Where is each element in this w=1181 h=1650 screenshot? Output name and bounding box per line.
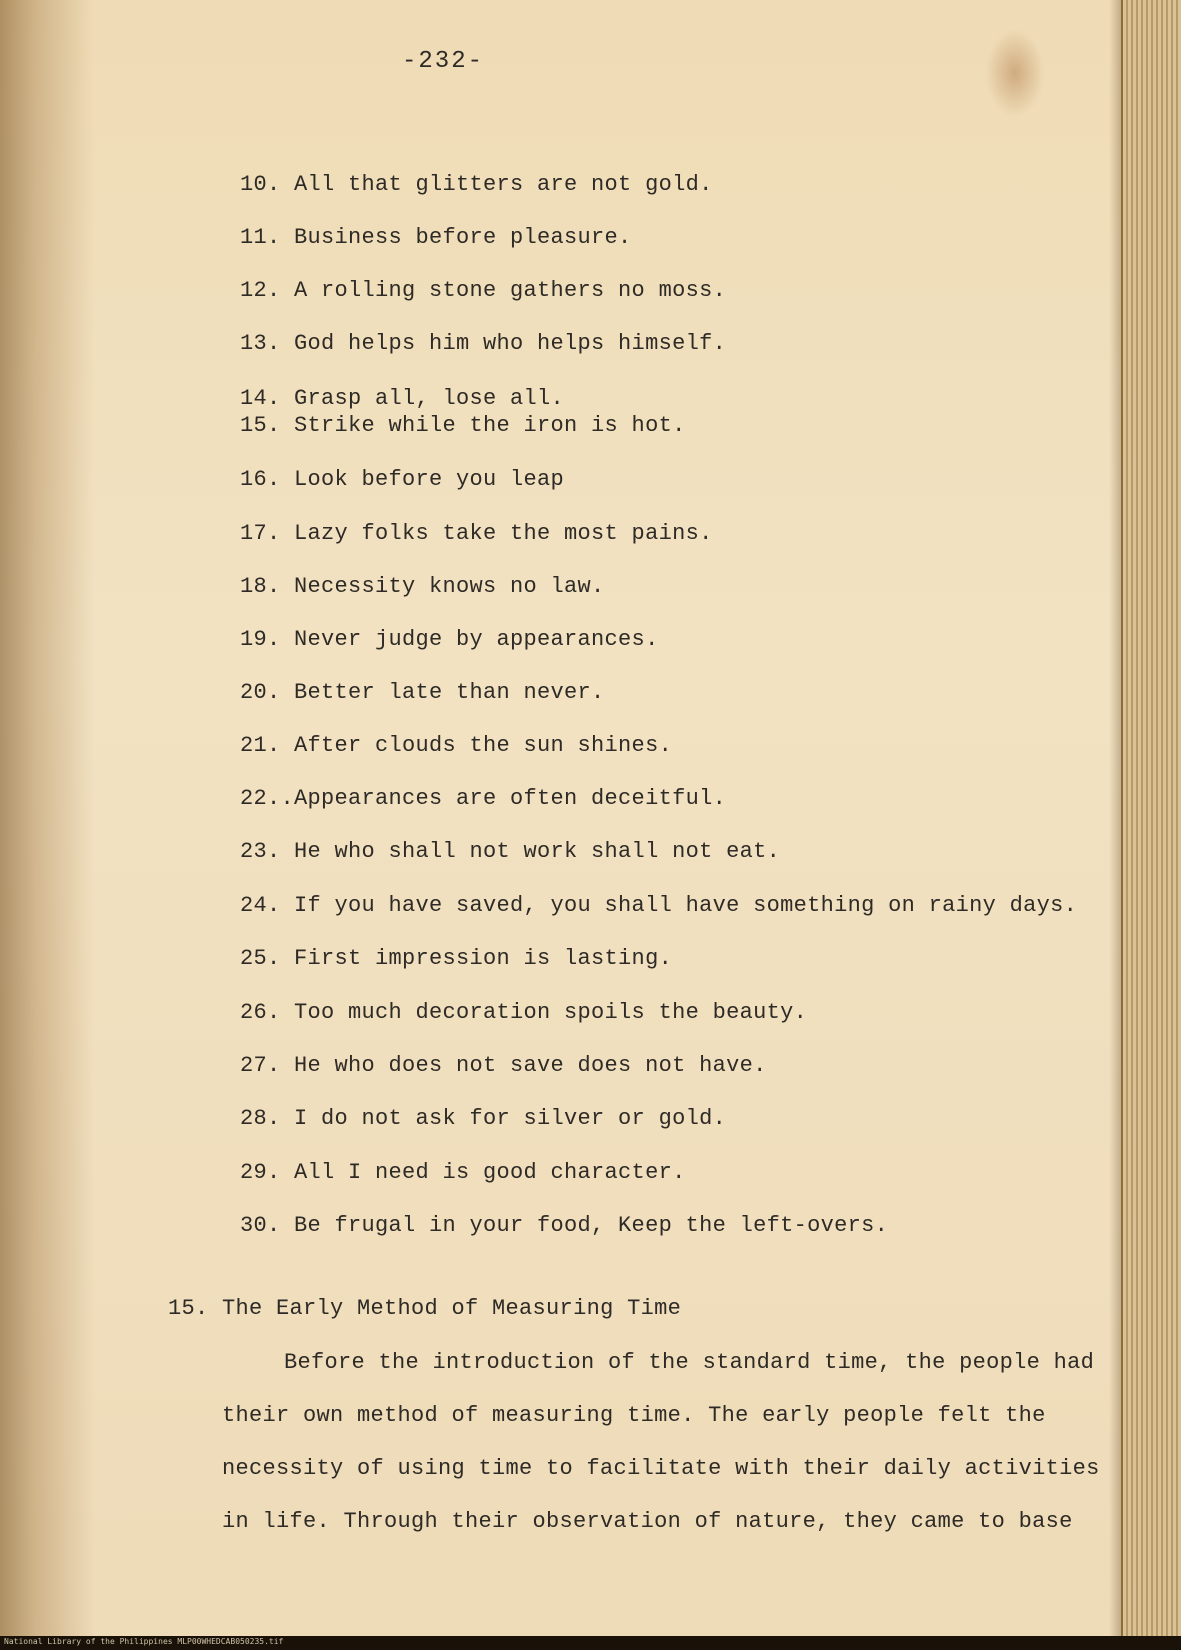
list-item: 14. Grasp all, lose all.	[240, 386, 565, 411]
list-item: 26. Too much decoration spoils the beauty.	[240, 1000, 808, 1025]
list-item: 23. He who shall not work shall not eat.	[240, 839, 781, 864]
list-item: 22..Appearances are often deceitful.	[240, 786, 727, 811]
list-item: 21. After clouds the sun shines.	[240, 733, 673, 758]
list-item: 11. Business before pleasure.	[240, 225, 632, 250]
paragraph-line: in life. Through their observation of nature, they came to base	[222, 1509, 1073, 1534]
list-item: 13. God helps him who helps himself.	[240, 331, 727, 356]
list-item: 28. I do not ask for silver or gold.	[240, 1106, 727, 1131]
list-item: 15. Strike while the iron is hot.	[240, 413, 686, 438]
list-item: 17. Lazy folks take the most pains.	[240, 521, 713, 546]
paragraph-line: necessity of using time to facilitate with their daily activities	[222, 1456, 1100, 1481]
list-item: 10. All that glitters are not gold.	[240, 172, 713, 197]
list-item: 12. A rolling stone gathers no moss.	[240, 278, 727, 303]
list-item: 18. Necessity knows no law.	[240, 574, 605, 599]
paragraph-line: their own method of measuring time. The early people felt the	[222, 1403, 1046, 1428]
paper-stain	[985, 28, 1045, 118]
page-edge-stack	[1121, 0, 1181, 1650]
list-item: 29. All I need is good character.	[240, 1160, 686, 1185]
list-item: 25. First impression is lasting.	[240, 946, 673, 971]
scan-footer-bar	[0, 1636, 1181, 1650]
list-item: 24. If you have saved, you shall have something on rainy days.	[240, 893, 1078, 918]
paragraph-line: Before the introduction of the standard time, the people had	[284, 1350, 1095, 1375]
page-number: -232-	[402, 48, 485, 75]
list-item: 27. He who does not save does not have.	[240, 1053, 767, 1078]
section-heading: 15. The Early Method of Measuring Time	[168, 1296, 682, 1321]
scan-footer-text: National Library of the Philippines MLP00WHEDCAB050235.tif	[4, 1637, 284, 1646]
list-item: 16. Look before you leap	[240, 467, 565, 492]
list-item: 19. Never judge by appearances.	[240, 627, 659, 652]
list-item: 30. Be frugal in your food, Keep the left-overs.	[240, 1213, 889, 1238]
list-item: 20. Better late than never.	[240, 680, 605, 705]
